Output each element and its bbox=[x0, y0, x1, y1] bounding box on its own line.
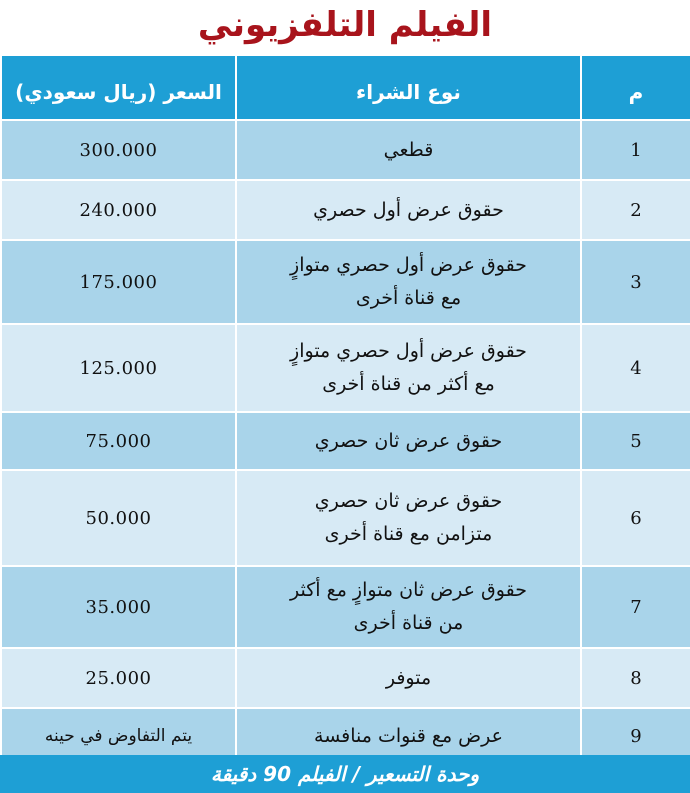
table-row bbox=[1, 240, 690, 324]
table-row bbox=[1, 180, 690, 240]
type-line: حقوق عرض ثان متوازٍ مع أكثر bbox=[290, 579, 527, 601]
table-row bbox=[1, 566, 690, 648]
header-number: م bbox=[581, 56, 690, 120]
header-price: السعر (ريال سعودي) bbox=[1, 56, 236, 120]
footer-text: وحدة التسعير / الفيلم 90 دقيقة bbox=[210, 762, 480, 786]
type-line: قطعي bbox=[383, 138, 434, 161]
type-line: متزامن مع قناة أخرى bbox=[324, 523, 493, 545]
row-number: 6 bbox=[581, 470, 690, 566]
type-line: حقوق عرض أول حصري متوازٍ bbox=[290, 340, 527, 362]
type-line: مع قناة أخرى bbox=[355, 287, 462, 309]
row-price: 25.000 bbox=[1, 648, 236, 708]
row-price: 300.000 bbox=[1, 120, 236, 180]
type-line: متوفر bbox=[385, 666, 432, 689]
row-purchase-type bbox=[236, 324, 581, 412]
table-row bbox=[1, 412, 690, 470]
row-purchase-type bbox=[236, 120, 581, 180]
row-number: 8 bbox=[581, 648, 690, 708]
row-number: 2 bbox=[581, 180, 690, 240]
type-line: حقوق عرض أول حصري متوازٍ bbox=[290, 254, 527, 276]
row-number: 4 bbox=[581, 324, 690, 412]
type-line: من قناة أخرى bbox=[353, 612, 464, 634]
row-purchase-type bbox=[236, 470, 581, 566]
row-price: 175.000 bbox=[1, 240, 236, 324]
table-row bbox=[1, 324, 690, 412]
row-price: 50.000 bbox=[1, 470, 236, 566]
header-purchase-type: نوع الشراء bbox=[236, 56, 581, 120]
footer-banner bbox=[0, 755, 690, 793]
row-price: 125.000 bbox=[1, 324, 236, 412]
row-price: يتم التفاوض في حينه bbox=[1, 708, 236, 764]
table-header-row bbox=[1, 56, 690, 120]
row-price: 240.000 bbox=[1, 180, 236, 240]
row-purchase-type bbox=[236, 566, 581, 648]
type-line: مع أكثر من قناة أخرى bbox=[322, 373, 495, 395]
row-purchase-type bbox=[236, 240, 581, 324]
type-line: عرض مع قنوات منافسة bbox=[314, 724, 503, 747]
pricing-table bbox=[0, 56, 690, 765]
table-row bbox=[1, 648, 690, 708]
row-number: 3 bbox=[581, 240, 690, 324]
row-purchase-type bbox=[236, 412, 581, 470]
row-price: 35.000 bbox=[1, 566, 236, 648]
row-price: 75.000 bbox=[1, 412, 236, 470]
type-line: حقوق عرض ثان حصري bbox=[314, 429, 503, 452]
table-row bbox=[1, 470, 690, 566]
row-number: 1 bbox=[581, 120, 690, 180]
row-purchase-type bbox=[236, 648, 581, 708]
row-number: 7 bbox=[581, 566, 690, 648]
page-title: الفيلم التلفزيوني bbox=[197, 5, 493, 45]
row-number: 9 bbox=[581, 708, 690, 764]
type-line: حقوق عرض أول حصري bbox=[313, 198, 504, 221]
type-line: حقوق عرض ثان حصري bbox=[314, 490, 503, 512]
table-row bbox=[1, 120, 690, 180]
row-purchase-type bbox=[236, 180, 581, 240]
row-number: 5 bbox=[581, 412, 690, 470]
